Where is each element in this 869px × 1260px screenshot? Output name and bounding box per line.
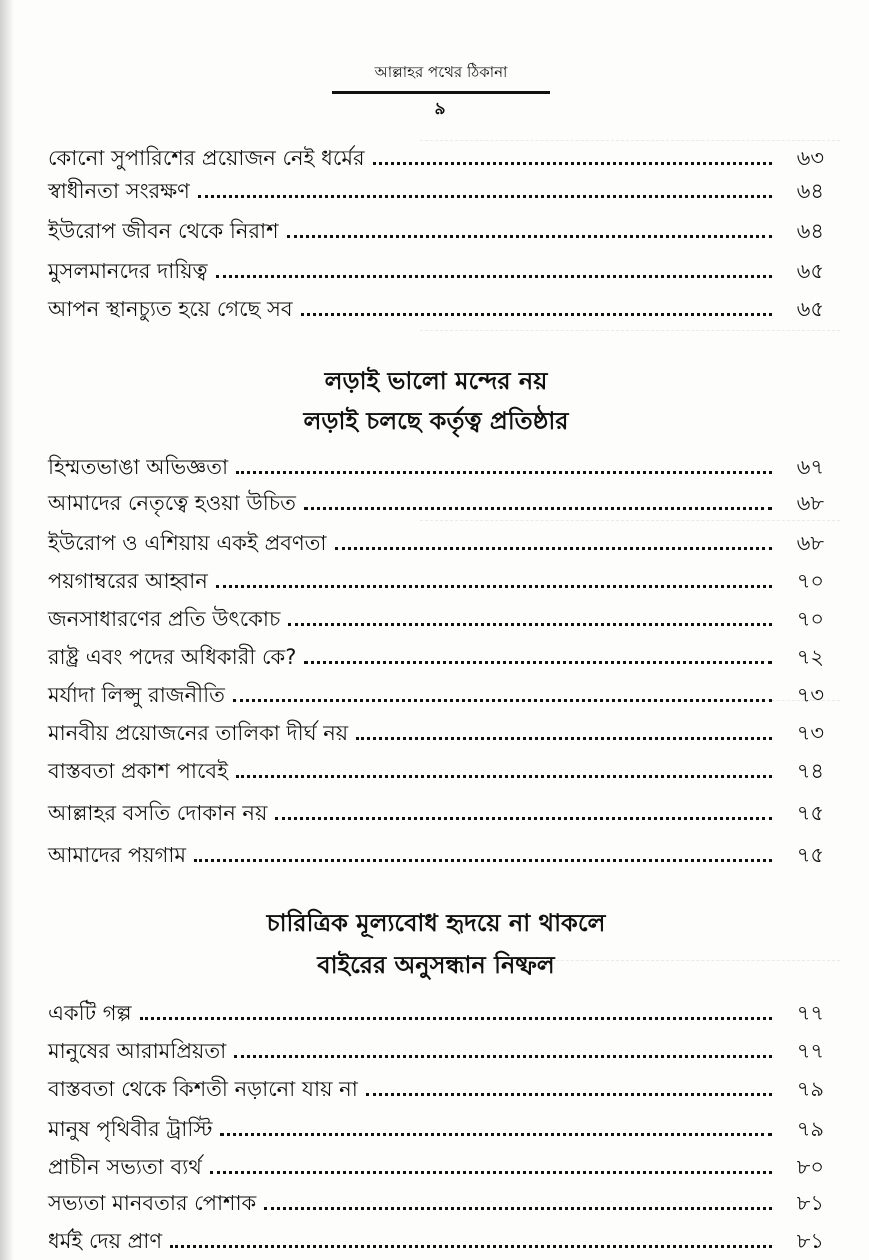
toc-entry-page: ৬৭	[796, 455, 824, 479]
section-heading-line1: চারিত্রিক মূল্যবোধ হৃদয়ে না থাকলে	[266, 909, 606, 937]
toc-entry-title: মর্যাদা লিপ্সু রাজনীতি	[48, 683, 225, 707]
toc-entry	[48, 528, 824, 558]
toc-entry	[48, 1188, 824, 1218]
toc-entry	[48, 756, 824, 786]
toc-entry-title: বাস্তবতা প্রকাশ পাবেই	[48, 759, 229, 783]
toc-entry-page: ৬৩	[796, 146, 824, 170]
toc-entry-page: ৬৮	[796, 491, 824, 515]
toc-entry-title: হিম্মতভাঙা অভিজ্ঞতা	[48, 455, 229, 479]
toc-entry-page: ৭৭	[796, 1001, 824, 1025]
toc-entry-title: ইউরোপ জীবন থেকে নিরাশ	[48, 219, 279, 243]
toc-entry	[48, 143, 824, 173]
toc-entry-title: মুসলমানদের দায়িত্ব	[48, 259, 208, 283]
toc-entry	[48, 1152, 824, 1182]
toc-entry-page: ৮১	[796, 1191, 824, 1215]
toc-entry-page: ৭০	[796, 607, 824, 631]
toc-leader-dots	[234, 1055, 772, 1058]
toc-leader-dots	[170, 1245, 772, 1248]
toc-entry-title: বাস্তবতা থেকে কিশতী নড়ানো যায় না	[48, 1077, 358, 1101]
toc-entry	[48, 718, 824, 748]
toc-leader-dots	[288, 623, 772, 626]
toc-entry-page: ৭০	[796, 569, 824, 593]
toc-leader-dots	[373, 162, 772, 165]
toc-entry-title: ইউরোপ ও এশিয়ায় একই প্রবণতা	[48, 531, 327, 555]
toc-entry	[48, 1074, 824, 1104]
bleed-through-line	[420, 330, 840, 341]
toc-leader-dots	[356, 737, 772, 740]
toc-entry-page: ৭৫	[796, 801, 824, 825]
toc-entry-title: আমাদের পয়গাম	[48, 843, 187, 867]
toc-leader-dots	[236, 775, 772, 778]
toc-entry-title: আল্লাহর বসতি দোকান নয়	[48, 801, 268, 825]
section-heading-line1: লড়াই ভালো মন্দের নয়	[324, 367, 548, 395]
running-head-rule	[332, 91, 550, 94]
toc-leader-dots	[275, 817, 772, 820]
toc-entry-page: ৮১	[796, 1229, 824, 1253]
toc-leader-dots	[216, 275, 772, 278]
toc-entry-page: ৭৫	[796, 843, 824, 867]
toc-entry-page: ৬৪	[796, 219, 824, 243]
toc-leader-dots	[236, 471, 772, 474]
toc-entry-title: জনসাধারণের প্রতি উৎকোচ	[48, 607, 281, 631]
toc-entry	[48, 294, 824, 324]
toc-entry-page: ৭৭	[796, 1039, 824, 1063]
page-number: ৯	[434, 99, 446, 119]
toc-entry	[48, 1226, 824, 1256]
toc-entry	[48, 604, 824, 634]
toc-entry	[48, 452, 824, 482]
toc-entry-title: আমাদের নেতৃত্বে হওয়া উচিত	[48, 491, 296, 515]
toc-entry-title: রাষ্ট্র এবং পদের অধিকারী কে?	[48, 645, 297, 669]
toc-entry-page: ৮০	[796, 1155, 824, 1179]
toc-entry	[48, 566, 824, 596]
toc-entry	[48, 256, 824, 286]
toc-entry-title: সভ্যতা মানবতার পোশাক	[48, 1191, 257, 1215]
toc-entry	[48, 680, 824, 710]
running-head-title: আল্লাহর পথের ঠিকানা	[374, 63, 508, 81]
toc-leader-dots	[210, 1171, 772, 1174]
toc-entry-title: মানবীয় প্রয়োজনের তালিকা দীর্ঘ নয়	[48, 721, 349, 745]
toc-entry	[48, 176, 824, 206]
section-heading-line2: লড়াই চলছে কর্তৃত্ব প্রতিষ্ঠার	[303, 407, 569, 435]
toc-entry	[48, 216, 824, 246]
toc-leader-dots	[233, 699, 772, 702]
toc-entry-title: প্রাচীন সভ্যতা ব্যর্থ	[48, 1155, 202, 1179]
toc-leader-dots	[264, 1207, 772, 1210]
section-heading-line2: বাইরের অনুসন্ধান নিষ্ফল	[317, 951, 555, 979]
toc-leader-dots	[220, 1133, 772, 1136]
toc-leader-dots	[301, 313, 772, 316]
toc-entry	[48, 1036, 824, 1066]
toc-entry-title: একটি গল্প	[48, 1001, 132, 1025]
toc-entry-title: কোনো সুপারিশের প্রয়োজন নেই ধর্মের	[48, 146, 365, 170]
toc-leader-dots	[216, 585, 772, 588]
toc-entry	[48, 488, 824, 518]
toc-entry-title: মানুষের আরামপ্রিয়তা	[48, 1039, 227, 1063]
toc-entry-page: ৭২	[796, 645, 824, 669]
toc-leader-dots	[366, 1093, 772, 1096]
toc-entry-page: ৭৯	[796, 1077, 824, 1101]
toc-leader-dots	[287, 235, 772, 238]
toc-leader-dots	[194, 859, 772, 862]
toc-leader-dots	[335, 547, 772, 550]
toc-entry-page: ৬৫	[796, 259, 824, 283]
toc-entry-page: ৬৫	[796, 297, 824, 321]
toc-entry	[48, 1114, 824, 1144]
page-gutter-shadow	[0, 0, 14, 1260]
toc-entry	[48, 642, 824, 672]
toc-entry-title: আপন স্থানচ্যুত হয়ে গেছে সব	[48, 297, 293, 321]
toc-leader-dots	[140, 1017, 772, 1020]
toc-leader-dots	[304, 661, 772, 664]
toc-entry-title: পয়গাম্বরের আহ্বান	[48, 569, 208, 593]
toc-entry-title: ধর্মই দেয় প্রাণ	[48, 1229, 163, 1253]
toc-entry	[48, 840, 824, 870]
toc-leader-dots	[304, 507, 772, 510]
toc-entry-page: ৭৩	[796, 683, 824, 707]
toc-entry-page: ৭৩	[796, 721, 824, 745]
toc-entry-page: ৭৪	[796, 759, 824, 783]
toc-entry-page: ৭৯	[796, 1117, 824, 1141]
toc-entry-title: স্বাধীনতা সংরক্ষণ	[48, 179, 190, 203]
toc-entry	[48, 798, 824, 828]
toc-entry	[48, 998, 824, 1028]
toc-leader-dots	[198, 195, 772, 198]
toc-entry-title: মানুষ পৃথিবীর ট্রাস্টি	[48, 1117, 213, 1141]
toc-entry-page: ৬৮	[796, 531, 824, 555]
toc-entry-page: ৬৪	[796, 179, 824, 203]
